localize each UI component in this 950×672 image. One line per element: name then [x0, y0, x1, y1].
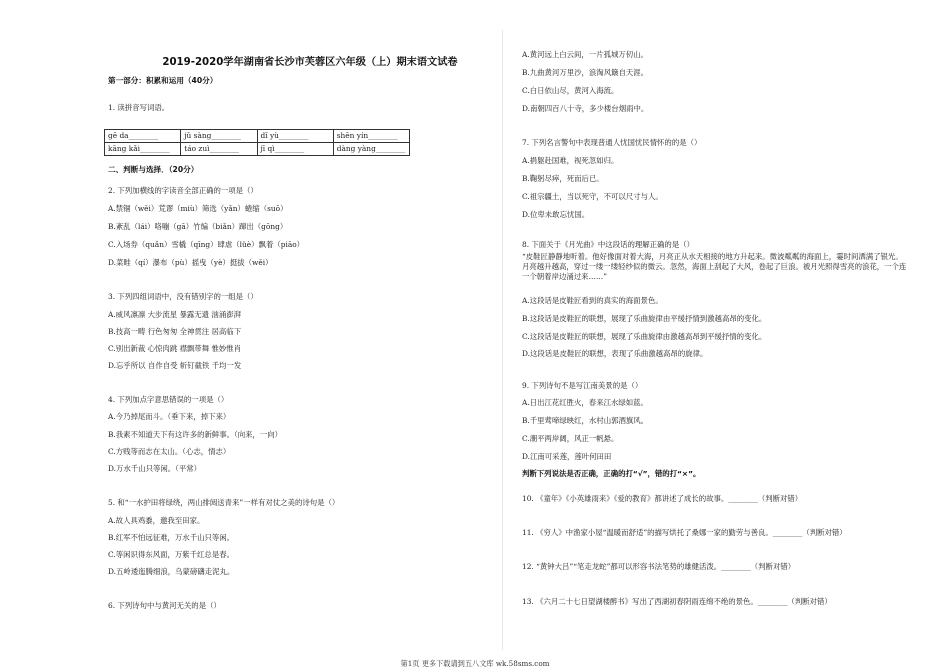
q3-option[interactable]: A.威风凛凛 大步流星 暴露无遗 汹涌澎湃	[108, 310, 241, 319]
q5-option[interactable]: D.五岭逶迤腾细浪，乌蒙磅礴走泥丸。	[108, 567, 235, 576]
q6-option[interactable]: A.黄河远上白云间，一片孤城万仞山。	[522, 50, 648, 59]
q6-option[interactable]: D.南朝四百八十寺，多少楼台烟雨中。	[522, 104, 649, 113]
q4-stem: 4. 下列加点字意思错误的一项是（）	[108, 395, 229, 404]
q8-option[interactable]: C.这段话是皮鞋匠的联想，展现了乐曲旋律由激越高昂到平缓抒情的变化。	[522, 332, 767, 341]
q2-option[interactable]: D.菜畦（qí）瀑布（pù）摇曳（yè）挺拔（wěi）	[108, 258, 273, 267]
judge-item[interactable]: 12. “黄钟大吕”“笔走龙蛇”都可以形容书法笔势的雄健活泼。________（判断对错）	[522, 562, 796, 571]
judge-item[interactable]: 13. 《六月二十七日望湖楼醉书》写出了西湖初春阴雨连绵不绝的景色。________（判断对错）	[522, 597, 832, 606]
q8-option[interactable]: D.这段话是皮鞋匠的联想，表现了乐曲激越高昂的旋律。	[522, 349, 708, 358]
q6-stem: 6. 下列诗句中与黄河无关的是（）	[108, 601, 221, 610]
q3-option[interactable]: C.别出新裁 心惊肉跳 襟飘带舞 惟妙惟肖	[108, 344, 242, 353]
pinyin-cell[interactable]: táo zuì________	[181, 143, 257, 156]
q6-option[interactable]: B.九曲黄河万里沙，浪淘风簸自天涯。	[522, 68, 649, 77]
q9-option[interactable]: C.潮平两岸阔，风正一帆悬。	[522, 434, 619, 443]
pinyin-cell[interactable]: dàng yàng________	[333, 143, 409, 156]
page-footer: 第1页 更多下载请到五八文库 wk.58sms.com	[400, 659, 550, 668]
q4-option[interactable]: A.今乃掉尾而斗。（垂下来，掉下来）	[108, 412, 231, 421]
pinyin-cell[interactable]: jǔ sàng________	[181, 130, 257, 143]
q9-option[interactable]: B.千里莺啼绿映红，水村山郭酒旗风。	[522, 416, 649, 425]
column-divider	[502, 30, 503, 650]
q5-option[interactable]: A.故人具鸡黍，邀我至田家。	[108, 516, 205, 525]
q9-stem: 9. 下列诗句不是写江南美景的是（）	[522, 381, 643, 390]
q8-option[interactable]: B.这段话是皮鞋匠的联想，展现了乐曲旋律由平缓抒情到激越高昂的变化。	[522, 314, 767, 323]
pinyin-cell[interactable]: jī qì________	[257, 143, 333, 156]
q4-option[interactable]: D.万水千山只等闲。（平常）	[108, 464, 201, 473]
pinyin-cell[interactable]: gē da________	[105, 130, 181, 143]
q9-option[interactable]: A.日出江花红胜火，春来江水绿如蓝。	[522, 398, 648, 407]
judge-item[interactable]: 10. 《童年》《小英雄雨来》《爱的教育》都讲述了成长的故事。________（判断对错）	[522, 494, 803, 503]
pinyin-cell[interactable]: dǐ yù________	[257, 130, 333, 143]
q4-option[interactable]: B.我素不知道天下有这许多的新鲜事。（向来，一向）	[108, 430, 283, 439]
q4-option[interactable]: C.方贱等而志在太山。（心志，情志）	[108, 447, 231, 456]
q7-option[interactable]: B.鞠躬尽瘁，死而后已。	[522, 174, 604, 183]
pinyin-cell[interactable]: kāng kǎi________	[105, 143, 181, 156]
part-heading: 第一部分：积累和运用（40分）	[108, 76, 218, 85]
q5-stem: 5. 和“一水护田将绿绕，两山排闼送青来”一样有对仗之美的诗句是（）	[108, 498, 340, 507]
q7-stem: 7. 下列名言警句中表现普通人忧国忧民情怀的的是（）	[522, 138, 702, 147]
q7-option[interactable]: D.位卑未敢忘忧国。	[522, 210, 590, 219]
q2-stem: 2. 下列加横线的字读音全部正确的一项是（）	[108, 186, 258, 195]
q7-option[interactable]: C.祖宗疆土，当以死守，不可以尺寸与人。	[522, 192, 663, 201]
q8-passage: “皮鞋匠静静地听着。他好像面对着大海，月亮正从水天相接的地方升起来。微波粼粼的海面上，霎时间洒满了银光。月亮越升越高，穿过一缕一缕轻纱似的微云。忽然，海面上刮起了大风，卷起了巨浪。被月光照得雪亮的浪花，一个连一个朝着岸边涌过来……”	[522, 252, 907, 281]
judge-instruction: 判断下列说法是否正确，正确的打“√”，错的打“×”。	[522, 469, 701, 478]
q8-option[interactable]: A.这段话是皮鞋匠看到的真实的海面景色。	[522, 296, 663, 305]
q5-option[interactable]: C.等闲识得东风面，万紫千红总是春。	[108, 550, 234, 559]
q8-stem: 8. 下面关于《月光曲》中这段话的理解正确的是（）	[522, 240, 694, 249]
q3-option[interactable]: B.技高一畴 行色匆匆 全神贯注 居高临下	[108, 327, 242, 336]
q7-option[interactable]: A.捐躯赴国难，视死忽如归。	[522, 156, 619, 165]
judge-item[interactable]: 11. 《穷人》中渔家小屋“温暖而舒适”的描写烘托了桑娜一家的勤劳与善良。________（判断对错）	[522, 528, 847, 537]
pinyin-cell[interactable]: shēn yín________	[333, 130, 409, 143]
q2-option[interactable]: C.入场券（quǎn）雪橇（qīng）肆虐（lüè）飘着（piāo）	[108, 240, 305, 249]
q2-option[interactable]: A.禁锢（wěi）荒谬（miù）筛选（yǎn）蜷缩（suō）	[108, 204, 288, 213]
section-heading: 二、判断与选择．（20分）	[108, 165, 199, 174]
pinyin-table	[104, 129, 410, 156]
q2-option[interactable]: B.紊乱（lái）咯嘣（gā）竹编（biǎn）蹿出（gōng）	[108, 222, 288, 231]
page-title: 2019-2020学年湖南省长沙市芙蓉区六年级（上）期末语文试卷	[162, 57, 458, 68]
q1-stem: 1. 读拼音写词语。	[108, 103, 170, 112]
q5-option[interactable]: B.红军不怕远征难，万水千山只等闲。	[108, 533, 235, 542]
q3-option[interactable]: D.忘乎所以 自作自受 斩钉截铁 千均一发	[108, 361, 242, 370]
q3-stem: 3. 下列四组词语中，没有错别字的一组是（）	[108, 292, 258, 301]
q9-option[interactable]: D.江南可采莲，莲叶何田田	[522, 452, 612, 461]
q6-option[interactable]: C.白日依山尽，黄河入海流。	[522, 86, 619, 95]
